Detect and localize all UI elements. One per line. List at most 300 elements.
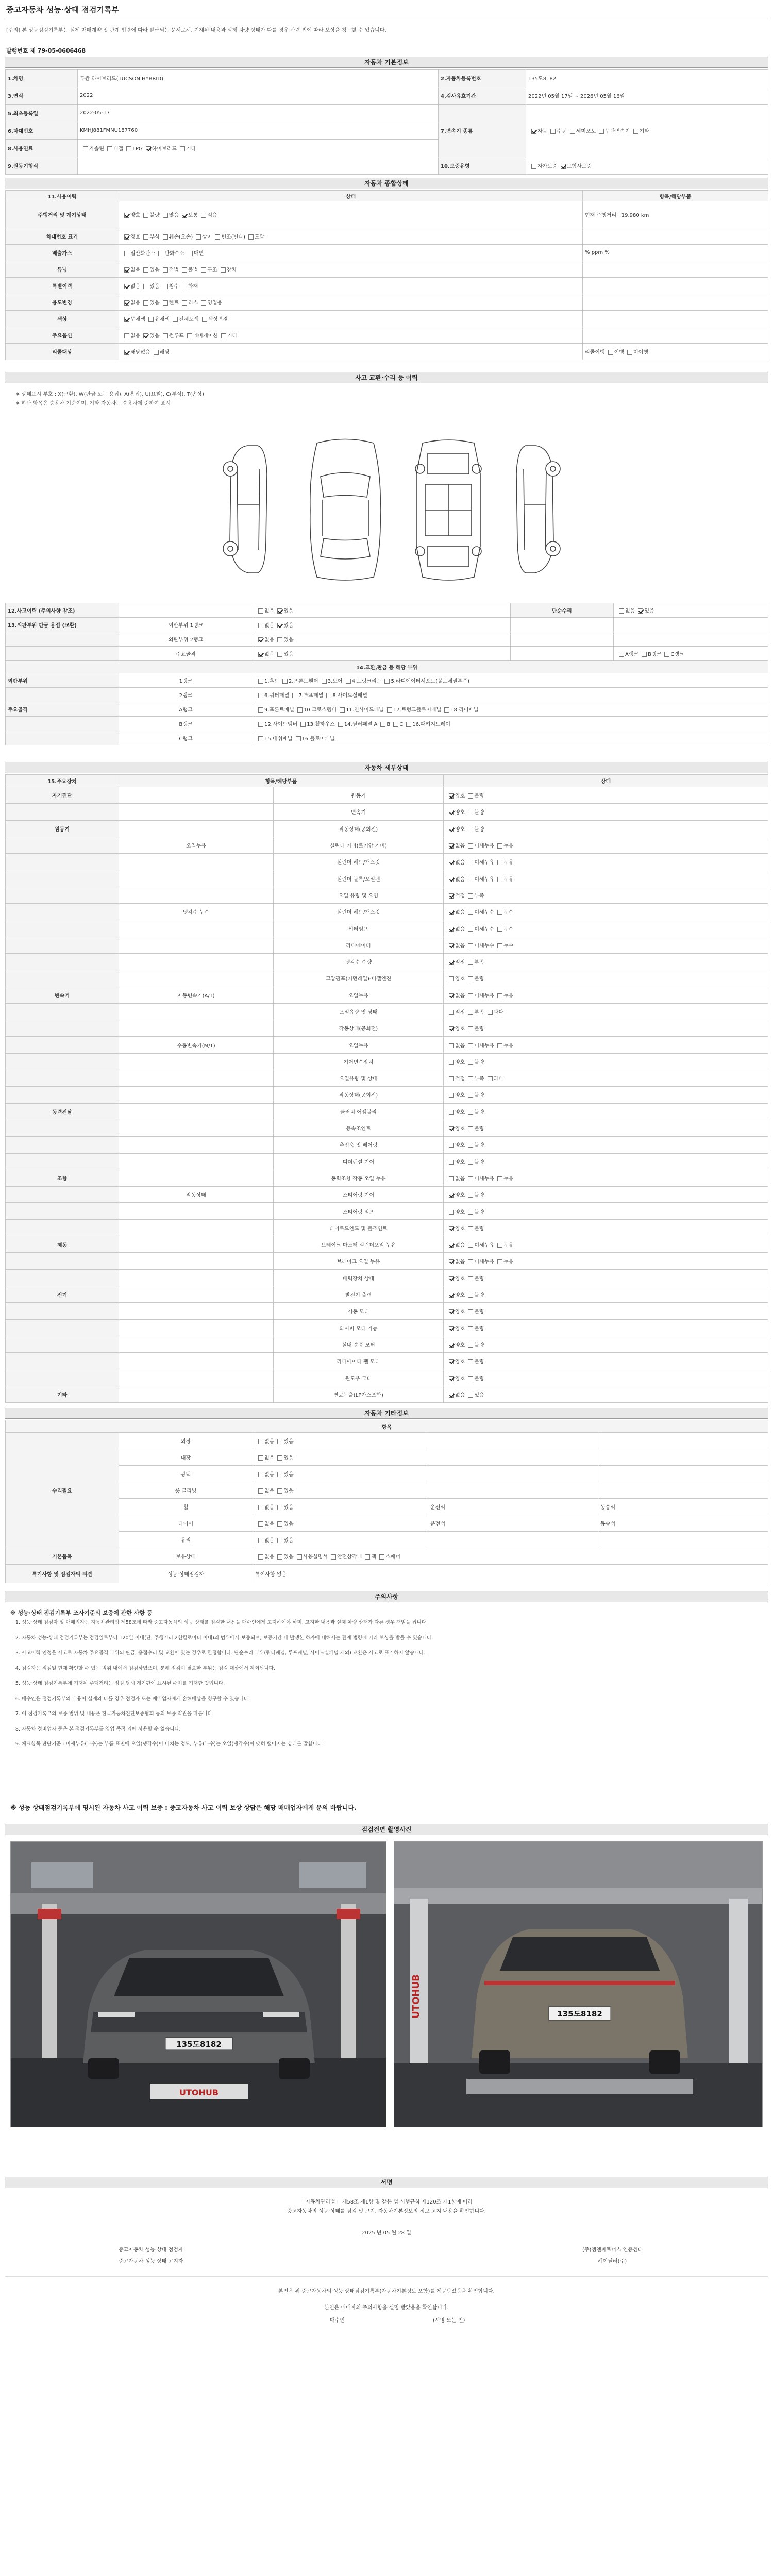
option-checkbox[interactable] — [446, 827, 465, 833]
checkbox-icon — [531, 164, 536, 169]
option-checkbox[interactable] — [446, 993, 465, 999]
option-checkbox[interactable] — [294, 707, 337, 713]
option-checkbox[interactable] — [638, 652, 661, 657]
option-label: 미세누유 — [474, 1243, 494, 1249]
option-checkbox[interactable] — [616, 652, 638, 657]
option-checkbox[interactable] — [121, 213, 140, 218]
option-checkbox[interactable] — [494, 1243, 513, 1248]
cell — [598, 1449, 768, 1466]
cert-value: 79-05-0606468 — [37, 47, 86, 54]
option-checkbox[interactable] — [446, 910, 465, 916]
cell — [119, 854, 274, 870]
option-checkbox[interactable] — [465, 860, 494, 866]
section-detail-state: 자동차 세부상태 — [5, 762, 768, 773]
option-checkbox[interactable] — [170, 317, 199, 323]
option-checkbox[interactable] — [446, 1259, 465, 1265]
extra-table — [5, 1420, 768, 1583]
option-checkbox[interactable] — [255, 722, 297, 727]
option-checkbox[interactable] — [567, 129, 596, 134]
checkbox-icon — [468, 1276, 473, 1281]
cell — [119, 953, 274, 970]
option-checkbox[interactable] — [465, 1043, 494, 1049]
option-checkbox[interactable] — [343, 679, 382, 684]
option-label: 훼손(오손) — [169, 234, 193, 240]
option-checkbox[interactable] — [198, 300, 222, 306]
row-options — [253, 1532, 428, 1548]
option-checkbox[interactable] — [255, 693, 289, 699]
option-checkbox[interactable] — [605, 350, 624, 355]
option-checkbox[interactable] — [465, 1010, 484, 1015]
checkbox-icon — [202, 317, 207, 322]
option-checkbox[interactable] — [179, 267, 198, 273]
status-options — [444, 804, 768, 820]
option-checkbox[interactable] — [465, 893, 484, 899]
option-checkbox[interactable] — [465, 1393, 484, 1398]
checkbox-icon — [468, 1259, 473, 1264]
option-checkbox[interactable] — [446, 1160, 465, 1165]
option-checkbox[interactable] — [446, 1193, 465, 1198]
cell — [511, 632, 614, 647]
option-checkbox[interactable] — [255, 736, 293, 742]
option-checkbox[interactable] — [465, 993, 494, 999]
option-checkbox[interactable] — [293, 736, 335, 742]
table-row — [6, 870, 768, 887]
cell — [511, 647, 614, 661]
option-checkbox[interactable] — [465, 877, 494, 883]
option-checkbox[interactable] — [465, 1359, 484, 1365]
option-checkbox[interactable] — [160, 234, 193, 240]
option-checkbox[interactable] — [255, 1455, 274, 1461]
option-checkbox[interactable] — [446, 1110, 465, 1115]
option-checkbox[interactable] — [123, 146, 142, 152]
cell — [598, 1433, 768, 1449]
checkbox-icon — [449, 1126, 454, 1131]
option-checkbox[interactable] — [362, 1554, 376, 1560]
option-checkbox[interactable] — [465, 1326, 484, 1332]
checkbox-icon — [379, 1554, 384, 1560]
option-checkbox[interactable] — [465, 976, 484, 982]
cell: 고압펌프(커먼레일)-디젤엔진 — [274, 970, 444, 987]
checkbox-icon — [449, 1343, 454, 1348]
option-checkbox[interactable] — [318, 679, 343, 684]
option-checkbox[interactable] — [255, 679, 279, 684]
option-checkbox[interactable] — [104, 146, 123, 152]
option-checkbox[interactable] — [274, 1439, 293, 1445]
option-checkbox[interactable] — [446, 1243, 465, 1248]
status-options — [444, 1053, 768, 1070]
option-checkbox[interactable] — [465, 1293, 484, 1298]
option-checkbox[interactable] — [465, 1126, 484, 1132]
option-checkbox[interactable] — [160, 267, 179, 273]
option-checkbox[interactable] — [465, 1060, 484, 1065]
option-checkbox[interactable] — [465, 810, 484, 816]
option-checkbox[interactable] — [494, 993, 513, 999]
option-checkbox[interactable] — [140, 213, 159, 218]
option-checkbox[interactable] — [446, 1076, 465, 1082]
option-checkbox[interactable] — [255, 1439, 274, 1445]
cell — [6, 1353, 119, 1369]
option-checkbox[interactable] — [635, 608, 654, 614]
option-checkbox[interactable] — [494, 877, 513, 883]
option-checkbox[interactable] — [255, 637, 274, 643]
checkbox-icon — [449, 1010, 454, 1015]
option-checkbox[interactable] — [446, 1043, 465, 1049]
option-checkbox[interactable] — [179, 213, 198, 218]
checkbox-icon — [163, 333, 168, 338]
option-checkbox[interactable] — [465, 1110, 484, 1115]
option-checkbox[interactable] — [446, 1176, 465, 1182]
option-checkbox[interactable] — [274, 1538, 293, 1544]
option-checkbox[interactable] — [403, 722, 450, 727]
option-checkbox[interactable] — [465, 910, 494, 916]
option-checkbox[interactable] — [446, 943, 465, 949]
mileage-value-label: 현재 주행거리 — [585, 213, 617, 218]
cell: 9.원동기형식 — [6, 157, 78, 175]
option-checkbox[interactable] — [465, 943, 494, 949]
option-checkbox[interactable] — [274, 652, 293, 657]
cell — [428, 1532, 598, 1548]
option-checkbox[interactable] — [121, 317, 145, 323]
option-checkbox[interactable] — [140, 284, 159, 290]
option-checkbox[interactable] — [484, 1076, 503, 1082]
caution-footer: ※ 성능 상태점검기록부에 명시된 자동차 사고 이력 보증 : 중고자동차 사고 이력 보상 상담은 해당 매매업자에게 문의 바랍니다. — [10, 1804, 357, 1811]
option-checkbox[interactable] — [484, 1010, 503, 1015]
passenger-side — [598, 1515, 768, 1532]
option-checkbox[interactable] — [198, 267, 217, 273]
checkbox-icon — [449, 1076, 454, 1081]
option-checkbox[interactable] — [465, 960, 484, 965]
seller-label: 중고자동차 성능·상태 고지자 — [119, 2259, 183, 2264]
option-checkbox[interactable] — [446, 1293, 465, 1298]
option-checkbox[interactable] — [255, 1521, 274, 1527]
cell — [6, 1053, 119, 1070]
option-checkbox[interactable] — [465, 1259, 494, 1265]
table-row — [6, 1386, 768, 1402]
option-checkbox[interactable] — [494, 1176, 513, 1182]
option-checkbox[interactable] — [193, 234, 212, 240]
cell — [6, 1303, 119, 1319]
option-label: 양호 — [455, 1126, 465, 1132]
table-row — [6, 87, 768, 105]
checkbox-icon — [365, 1554, 370, 1560]
cell — [78, 157, 439, 175]
option-checkbox[interactable] — [624, 350, 648, 355]
option-checkbox[interactable] — [465, 1210, 484, 1215]
option-checkbox[interactable] — [441, 707, 479, 713]
checkbox-icon — [449, 810, 454, 815]
option-checkbox[interactable] — [140, 234, 159, 240]
option-checkbox[interactable] — [274, 1521, 293, 1527]
option-checkbox[interactable] — [446, 1376, 465, 1382]
option-checkbox[interactable] — [465, 1143, 484, 1148]
option-checkbox[interactable] — [121, 284, 140, 290]
cell: 135도8182 — [526, 70, 768, 87]
part-options — [253, 688, 768, 702]
option-label: 있음 — [283, 608, 294, 614]
option-checkbox[interactable] — [337, 707, 384, 713]
cell — [119, 1020, 274, 1037]
table-row — [6, 245, 768, 261]
option-checkbox[interactable] — [121, 350, 150, 355]
option-checkbox[interactable] — [328, 1554, 362, 1560]
checkbox-icon — [619, 608, 624, 614]
checkbox-icon — [468, 893, 473, 899]
option-checkbox[interactable] — [446, 1343, 465, 1348]
option-checkbox[interactable] — [274, 1505, 293, 1511]
option-checkbox[interactable] — [289, 693, 323, 699]
option-checkbox[interactable] — [446, 927, 465, 933]
option-checkbox[interactable] — [255, 623, 274, 629]
option-checkbox[interactable] — [323, 693, 367, 699]
option-checkbox[interactable] — [335, 722, 378, 727]
option-checkbox[interactable] — [121, 300, 140, 306]
option-checkbox[interactable] — [446, 1359, 465, 1365]
option-checkbox[interactable] — [446, 893, 465, 899]
cell: 클러치 어셈블리 — [274, 1103, 444, 1120]
cell: 차대번호 표기 — [6, 228, 119, 245]
checkbox-icon — [468, 976, 473, 981]
option-checkbox[interactable] — [218, 333, 237, 339]
option-checkbox[interactable] — [255, 1554, 274, 1560]
option-checkbox[interactable] — [121, 333, 140, 339]
cell: 2022 — [78, 87, 439, 105]
cell: 13.외판부위 판금 용접 (교환) — [6, 618, 119, 632]
option-checkbox[interactable] — [494, 1259, 513, 1265]
option-checkbox[interactable] — [143, 146, 177, 152]
option-checkbox[interactable] — [199, 317, 228, 323]
cell — [119, 970, 274, 987]
option-checkbox[interactable] — [212, 234, 245, 240]
option-checkbox[interactable] — [121, 251, 155, 257]
option-checkbox[interactable] — [177, 146, 196, 152]
option-label: 불량 — [474, 1376, 484, 1382]
option-checkbox[interactable] — [446, 1026, 465, 1032]
option-checkbox[interactable] — [255, 707, 294, 713]
option-checkbox[interactable] — [465, 1226, 484, 1232]
option-checkbox[interactable] — [494, 927, 513, 933]
checkbox-icon — [468, 1226, 473, 1231]
option-checkbox[interactable] — [616, 608, 635, 614]
option-checkbox[interactable] — [255, 1488, 274, 1494]
option-checkbox[interactable] — [121, 267, 140, 273]
option-checkbox[interactable] — [384, 707, 441, 713]
option-checkbox[interactable] — [279, 679, 318, 684]
cell — [119, 1319, 274, 1336]
option-checkbox[interactable] — [140, 333, 159, 339]
option-label: 없음 — [264, 608, 275, 614]
checkbox-icon — [143, 284, 148, 289]
option-checkbox[interactable] — [160, 213, 179, 218]
option-checkbox[interactable] — [255, 608, 274, 614]
option-checkbox[interactable] — [494, 943, 513, 949]
checkbox-icon — [468, 1243, 473, 1248]
part-row — [6, 688, 768, 702]
option-checkbox[interactable] — [274, 1554, 293, 1560]
option-checkbox[interactable] — [217, 267, 237, 273]
option-checkbox[interactable] — [446, 1226, 465, 1232]
option-label: B — [386, 722, 391, 727]
checkbox-icon — [163, 267, 168, 273]
option-checkbox[interactable] — [494, 910, 513, 916]
option-checkbox[interactable] — [198, 213, 217, 218]
option-checkbox[interactable] — [528, 164, 558, 170]
checkbox-icon — [468, 927, 473, 932]
option-checkbox[interactable] — [160, 284, 179, 290]
option-checkbox[interactable] — [465, 1309, 484, 1315]
checkbox-icon — [449, 976, 454, 981]
option-checkbox[interactable] — [465, 793, 484, 799]
option-checkbox[interactable] — [179, 284, 198, 290]
option-checkbox[interactable] — [446, 1143, 465, 1148]
cell — [6, 804, 119, 820]
table-row — [6, 1369, 768, 1386]
option-checkbox[interactable] — [596, 129, 630, 134]
option-checkbox[interactable] — [465, 927, 494, 933]
option-checkbox[interactable] — [274, 1455, 293, 1461]
option-checkbox[interactable] — [274, 637, 293, 643]
row-options — [614, 603, 768, 618]
option-checkbox[interactable] — [446, 1393, 465, 1398]
option-label: 양호 — [455, 1026, 465, 1032]
option-checkbox[interactable] — [446, 877, 465, 883]
table-row — [6, 70, 768, 87]
cell — [6, 1187, 119, 1203]
option-label: 있음 — [149, 284, 160, 290]
option-checkbox[interactable] — [150, 350, 170, 355]
option-checkbox[interactable] — [465, 1160, 484, 1165]
option-checkbox[interactable] — [140, 300, 159, 306]
option-checkbox[interactable] — [155, 251, 184, 257]
checkbox-icon — [221, 267, 226, 273]
option-label: 16.패키지트레이 — [412, 722, 451, 727]
option-checkbox[interactable] — [528, 129, 547, 134]
option-checkbox[interactable] — [121, 234, 140, 240]
option-checkbox[interactable] — [274, 1472, 293, 1478]
option-checkbox[interactable] — [465, 1176, 494, 1182]
option-checkbox[interactable] — [390, 722, 403, 727]
cell — [583, 228, 768, 245]
rank-options — [614, 647, 768, 661]
checkbox-icon — [468, 960, 473, 965]
option-checkbox[interactable] — [494, 1043, 513, 1049]
option-checkbox[interactable] — [140, 267, 159, 273]
checkbox-icon — [468, 993, 473, 998]
option-checkbox[interactable] — [446, 1060, 465, 1065]
option-checkbox[interactable] — [446, 1126, 465, 1132]
basic-table — [5, 69, 768, 175]
option-label: 불량 — [474, 1109, 484, 1115]
option-checkbox[interactable] — [184, 333, 218, 339]
option-label: 불량 — [474, 826, 484, 833]
option-checkbox[interactable] — [184, 251, 204, 257]
option-checkbox[interactable] — [446, 1309, 465, 1315]
option-checkbox[interactable] — [446, 1010, 465, 1015]
option-checkbox[interactable] — [630, 129, 649, 134]
option-checkbox[interactable] — [446, 1093, 465, 1098]
option-checkbox[interactable] — [465, 827, 484, 833]
option-checkbox[interactable] — [446, 810, 465, 816]
cell: 주행거리 및 계기상태 — [6, 201, 119, 228]
option-checkbox[interactable] — [245, 234, 264, 240]
option-checkbox[interactable] — [377, 722, 390, 727]
status-options — [444, 937, 768, 953]
option-checkbox[interactable] — [80, 146, 104, 152]
option-checkbox[interactable] — [465, 1093, 484, 1098]
option-checkbox[interactable] — [446, 860, 465, 866]
option-checkbox[interactable] — [274, 623, 293, 629]
option-checkbox[interactable] — [465, 1243, 494, 1248]
option-checkbox[interactable] — [494, 860, 513, 866]
opinion-row — [6, 1565, 768, 1583]
caution-item: 7. 이 점검기록부의 보증 범위 및 내용은 한국자동차진단보증협회 등의 보증 약관을 따릅니다. — [22, 1710, 763, 1718]
option-checkbox[interactable] — [446, 843, 465, 849]
option-checkbox[interactable] — [446, 1276, 465, 1282]
option-label: 구조 — [207, 267, 217, 273]
option-checkbox[interactable] — [297, 722, 335, 727]
driver-side — [428, 1515, 598, 1532]
cell: 윈도우 모터 — [274, 1369, 444, 1386]
option-checkbox[interactable] — [494, 843, 513, 849]
option-checkbox[interactable] — [465, 1343, 484, 1348]
cell — [6, 717, 119, 731]
option-checkbox[interactable] — [446, 1326, 465, 1332]
option-checkbox[interactable] — [446, 793, 465, 799]
option-checkbox[interactable] — [255, 1472, 274, 1478]
row-options — [253, 632, 511, 647]
checkbox-icon — [163, 300, 168, 306]
checkbox-icon — [292, 693, 297, 698]
option-checkbox[interactable] — [465, 1193, 484, 1198]
option-checkbox[interactable] — [558, 164, 592, 170]
checkbox-icon — [277, 637, 282, 642]
option-checkbox[interactable] — [465, 843, 494, 849]
option-checkbox[interactable] — [179, 300, 198, 306]
buyer-sign-field[interactable]: (서명 또는 인) — [433, 2318, 465, 2324]
option-checkbox[interactable] — [465, 1076, 484, 1082]
option-checkbox[interactable] — [255, 1505, 274, 1511]
detail-table — [5, 774, 768, 1403]
option-checkbox[interactable] — [376, 1554, 400, 1560]
table-row — [6, 1303, 768, 1319]
checkbox-icon — [633, 129, 638, 134]
option-checkbox[interactable] — [465, 1026, 484, 1032]
option-checkbox[interactable] — [547, 129, 566, 134]
cell — [614, 632, 768, 647]
option-checkbox[interactable] — [381, 679, 469, 684]
option-checkbox[interactable] — [294, 1554, 328, 1560]
cell: 오일유량 및 상태 — [274, 1070, 444, 1087]
option-checkbox[interactable] — [255, 1538, 274, 1544]
option-checkbox[interactable] — [446, 1210, 465, 1215]
cell — [6, 1153, 119, 1170]
option-checkbox[interactable] — [160, 300, 179, 306]
cell: 자동변속기(A/T) — [119, 987, 274, 1003]
option-checkbox[interactable] — [446, 960, 465, 965]
option-checkbox[interactable] — [465, 1276, 484, 1282]
option-checkbox[interactable] — [661, 652, 684, 657]
option-label: 양호 — [130, 234, 141, 240]
checkbox-icon — [449, 1326, 454, 1331]
option-checkbox[interactable] — [274, 1488, 293, 1494]
option-checkbox[interactable] — [446, 976, 465, 982]
option-checkbox[interactable] — [160, 333, 184, 339]
option-checkbox[interactable] — [255, 652, 274, 657]
cell: 냉각수 누수 — [119, 904, 274, 920]
option-checkbox[interactable] — [145, 317, 170, 323]
option-label: 13.휠하우스 — [307, 722, 335, 727]
option-checkbox[interactable] — [274, 608, 293, 614]
option-checkbox[interactable] — [465, 1376, 484, 1382]
